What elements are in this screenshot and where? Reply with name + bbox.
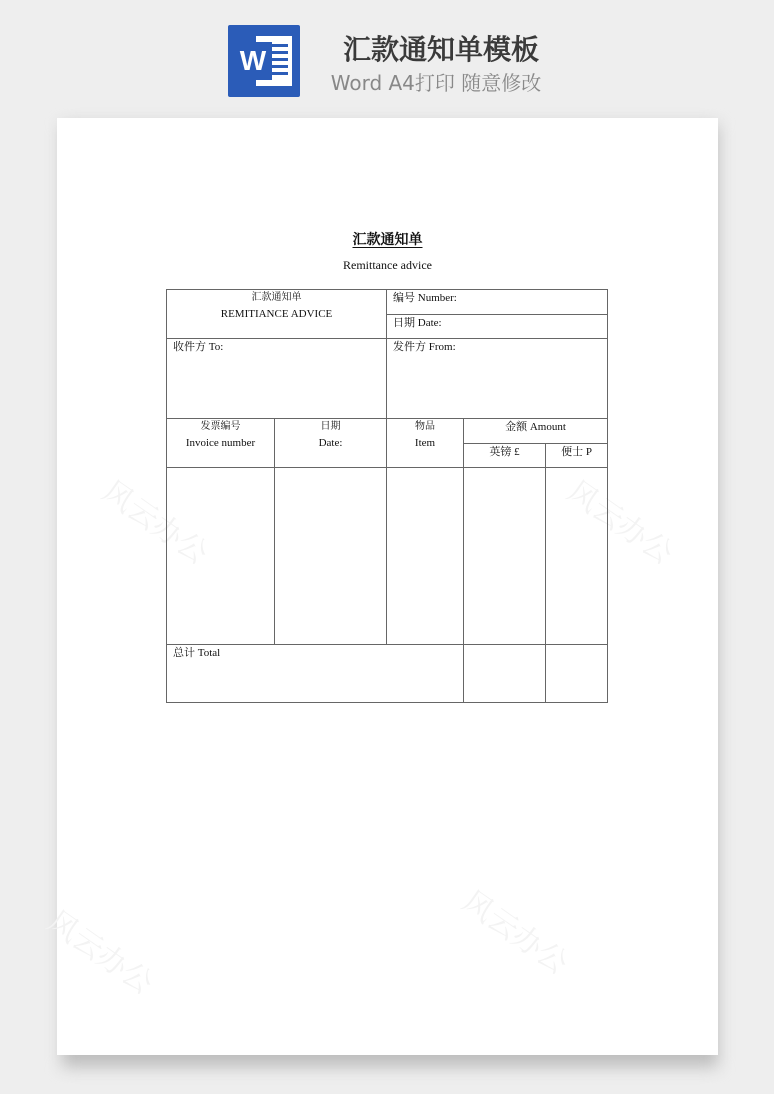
- pence-column-header: 便士 P: [546, 444, 608, 468]
- word-letter: W: [234, 42, 272, 80]
- word-document-icon: [228, 25, 300, 97]
- remittance-table: [166, 289, 608, 703]
- template-title: 汇款通知单模板: [342, 33, 539, 66]
- form-heading-cell: [167, 290, 387, 339]
- item-column-header: 物品 Item: [387, 419, 464, 468]
- document-title: 汇款通知单: [352, 232, 423, 248]
- template-subtitle: Word A4打印 随意修改: [330, 71, 542, 95]
- watermark: 风云办公: [455, 884, 575, 982]
- number-field[interactable]: 编号 Number:: [387, 290, 608, 315]
- watermark: 风云办公: [40, 904, 160, 1002]
- remittance-form: [166, 289, 607, 702]
- total-pence-cell[interactable]: [546, 645, 608, 703]
- form-heading-cn: 汇款通知单: [251, 292, 302, 303]
- pence-cell[interactable]: [546, 468, 608, 645]
- page-header: [0, 0, 774, 112]
- document-page: [40, 118, 718, 1055]
- invoice-number-header: 发票编号 Invoice number: [167, 419, 275, 468]
- amount-column-header: 金额 Amount: [464, 419, 608, 444]
- date-cell[interactable]: [275, 468, 387, 645]
- pound-column-header: 英镑 £: [464, 444, 546, 468]
- item-cell[interactable]: [387, 468, 464, 645]
- sender-field[interactable]: 发件方 From:: [387, 339, 608, 419]
- watermark: 风云办公: [95, 474, 215, 572]
- date-column-header: 日期 Date:: [275, 419, 387, 468]
- total-label-cell: 总计 Total: [167, 645, 464, 703]
- pound-cell[interactable]: [464, 468, 546, 645]
- watermark: 风云办公: [560, 474, 680, 572]
- recipient-field[interactable]: 收件方 To:: [167, 339, 387, 419]
- form-heading-en: REMITIANCE ADVICE: [220, 308, 333, 320]
- document-subtitle: Remittance advice: [343, 258, 432, 272]
- invoice-number-cell[interactable]: [167, 468, 275, 645]
- date-field[interactable]: 日期 Date:: [387, 315, 608, 339]
- total-pound-cell[interactable]: [464, 645, 546, 703]
